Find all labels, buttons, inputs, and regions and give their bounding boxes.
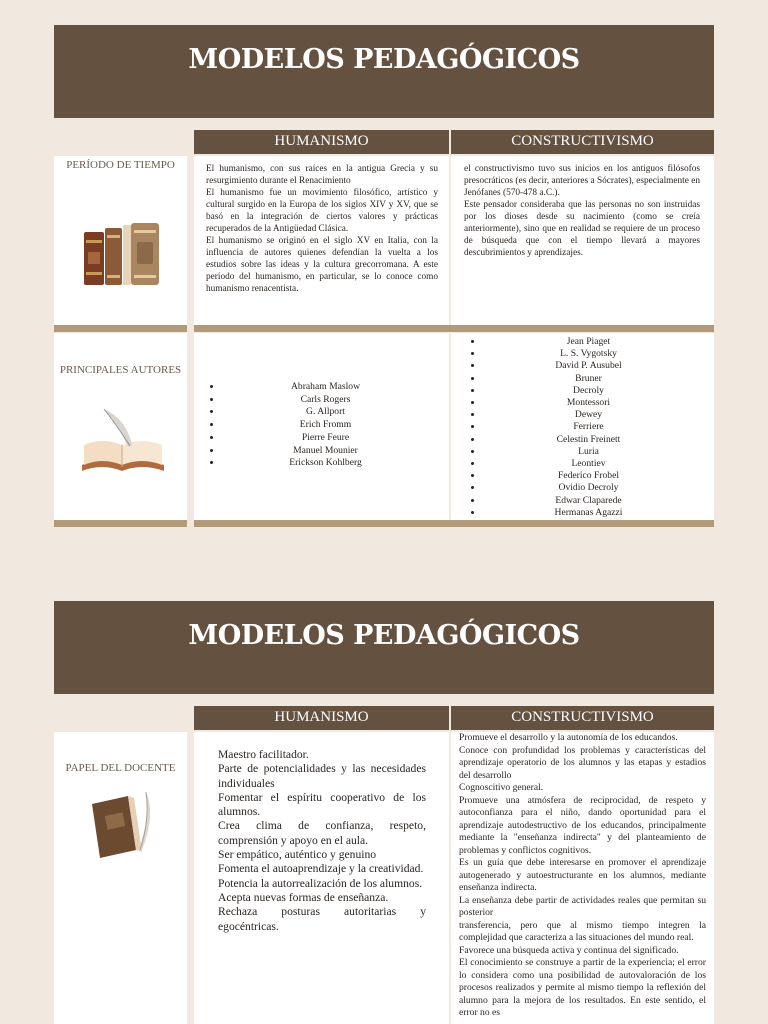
humanismo-autores-list bbox=[194, 381, 449, 470]
humanismo-autores-cell bbox=[194, 333, 449, 520]
row-label-autores: PRINCIPALES AUTORES bbox=[59, 364, 182, 376]
list-item: • Hermanas Agazzi bbox=[483, 507, 714, 519]
constructivismo-autores-cell bbox=[451, 333, 714, 520]
divider-bar bbox=[194, 520, 714, 527]
row-label-docente: PAPEL DEL DOCENTE bbox=[65, 762, 176, 774]
constructivismo-docente-list bbox=[459, 732, 706, 1020]
page-title: MODELOS PEDAGÓGICOS bbox=[54, 601, 714, 694]
divider-bar bbox=[54, 520, 187, 527]
list-item: El conocimiento se construye a partir de la experiencia; el error lo considera como una posibilidad de autovaloración de los procesos realizados y permite al mismo tiempo la reflexión del alumno para la mejora de los resultados. En este sentido, el error no es bbox=[459, 957, 706, 1018]
humanismo-docente-cell bbox=[194, 732, 449, 1024]
books-icon bbox=[82, 220, 162, 286]
column-header-constructivismo: CONSTRUCTIVISMO bbox=[451, 706, 714, 730]
divider-bar bbox=[54, 325, 187, 332]
constructivismo-periodo-p1: el constructivismo tuvo sus inicios en los antiguos filósofos presocráticos (es decir, anteriores a Sócrates), especialmente en Jenófanes (570-478 a.C.). bbox=[464, 164, 700, 198]
list-item: Crea clima de confianza, respeto, comprensión y apoyo en el aula. bbox=[218, 819, 426, 847]
list-item: • Carls Rogers bbox=[222, 394, 449, 407]
list-item: Acepta nuevas formas de enseñanza. bbox=[218, 890, 389, 904]
row-label-cell-docente bbox=[54, 732, 187, 1024]
humanismo-periodo-p1: El humanismo, con sus raíces en la antigua Grecia y su resurgimiento durante el Renacimiento bbox=[206, 164, 438, 186]
list-item: Promueve una atmósfera de reciprocidad, de respeto y autoconfianza para el niño, dando oportunidad para el aprendizaje autodestructivo de los educandos, principalmente mediante la "enseñanza indirecta" y del planteamiento de problemas y conflictos cognitivos. bbox=[459, 794, 706, 856]
column-header-constructivismo: CONSTRUCTIVISMO bbox=[451, 130, 714, 154]
constructivismo-periodo-cell bbox=[451, 156, 714, 325]
list-item: • Luria bbox=[483, 446, 714, 458]
row-label-cell-periodo bbox=[54, 156, 187, 325]
open-book-quill-icon bbox=[74, 405, 170, 477]
list-item: Rechaza posturas autoritarias y egocéntricas. bbox=[218, 905, 426, 933]
list-item: • Edwar Claparede bbox=[483, 495, 714, 507]
list-item: Favorece una búsqueda activa y continua del significado. bbox=[459, 944, 679, 956]
list-item: Fomenta el autoaprendizaje y la creatividad. bbox=[218, 862, 424, 876]
row-label-cell-autores bbox=[54, 333, 187, 520]
list-item: • David P. Ausubel bbox=[483, 360, 714, 372]
list-item: Cognoscitivo general. bbox=[459, 782, 544, 793]
list-item: Conoce con profundidad los problemas y características del aprendizaje operatorio de los alumnos y las etapas y estadios del desarrollo bbox=[459, 744, 706, 781]
list-item: • Ovidio Decroly bbox=[483, 482, 714, 494]
list-item: • Leontiev bbox=[483, 458, 714, 470]
list-item: • Federico Frobel bbox=[483, 470, 714, 482]
divider-bar bbox=[194, 325, 714, 332]
list-item: • G. Allport bbox=[222, 406, 449, 419]
column-header-humanismo: HUMANISMO bbox=[194, 130, 449, 154]
list-item: Fomentar el espíritu cooperativo de los alumnos. bbox=[218, 790, 426, 819]
column-header-humanismo: HUMANISMO bbox=[194, 706, 449, 730]
list-item: • Abraham Maslow bbox=[222, 381, 449, 394]
list-item: La enseñanza debe partir de actividades reales que permitan su posterior bbox=[459, 894, 706, 918]
list-item: • Erich Fromm bbox=[222, 419, 449, 432]
page-2 bbox=[0, 576, 768, 1024]
humanismo-periodo-cell bbox=[194, 156, 449, 325]
list-item: Potencia la autorrealización de los alumnos. bbox=[218, 876, 423, 890]
list-item: Ser empático, auténtico y genuino bbox=[218, 848, 377, 862]
book-quill-icon bbox=[84, 790, 160, 860]
constructivismo-docente-cell bbox=[451, 732, 714, 1024]
list-item: • Montessori bbox=[483, 397, 714, 409]
list-item: • Erickson Kohlberg bbox=[222, 457, 449, 470]
humanismo-periodo-p2: El humanismo fue un movimiento filosófico, artístico y cultural surgido en la Europa de los siglos XIV y XV, que se basó en la integración de ciertos valores y prácticas recuperados de la Antigüedad Clásica. bbox=[206, 188, 438, 234]
row-label-periodo: PERÍODO DE TIEMPO bbox=[66, 159, 175, 171]
list-item: • Manuel Mounier bbox=[222, 445, 449, 458]
constructivismo-autores-list bbox=[451, 336, 714, 519]
list-item: Promueve el desarrollo y la autonomía de los educandos. bbox=[459, 732, 678, 743]
list-item: transferencia, pero que al mismo tiempo integren la complejidad que caracteriza a las situaciones del mundo real. bbox=[459, 919, 706, 943]
list-item: Maestro facilitador. bbox=[218, 748, 309, 761]
page-title: MODELOS PEDAGÓGICOS bbox=[54, 25, 714, 118]
humanismo-docente-list bbox=[218, 748, 426, 934]
list-item: • Decroly bbox=[483, 385, 714, 397]
list-item: Parte de potencialidades y las necesidades individuales bbox=[218, 762, 426, 790]
list-item: • Celestin Freinett bbox=[483, 434, 714, 446]
list-item: • L. S. Vygotsky bbox=[483, 348, 714, 360]
constructivismo-periodo-p2: Este pensador consideraba que las personas no son instruidas por los dioses desde su nacimiento (como se creía anteriormente), sino que en realidad se requiere de un proceso de búsqueda que con el tiempo llevará a mayores descubrimientos y aprendizajes. bbox=[464, 200, 700, 258]
humanismo-periodo-p3: El humanismo se originó en el siglo XV en Italia, con la influencia de autores quienes defendían la vuelta a los estudios sobre las ideas y la cultura grecorromana. A este período del humanismo, en particular, se lo conoce como humanismo renacentista. bbox=[206, 236, 438, 294]
list-item: • Ferriere bbox=[483, 421, 714, 433]
list-item: • Dewey bbox=[483, 409, 714, 421]
list-item: Es un guía que debe interesarse en promover el aprendizaje autogenerado y autoestructurante en los alumnos, mediante enseñanza indirecta. bbox=[459, 857, 706, 893]
list-item: • Jean Piaget bbox=[483, 336, 714, 348]
list-item: • Pierre Feure bbox=[222, 432, 449, 445]
list-item: • Bruner bbox=[483, 373, 714, 385]
